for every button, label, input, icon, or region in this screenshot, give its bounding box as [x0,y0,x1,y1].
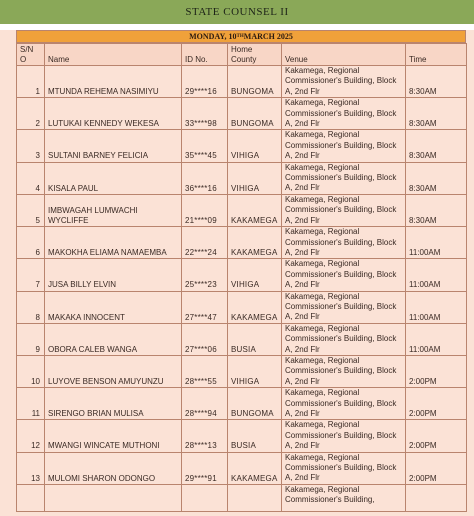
row-venue: Kakamega, Regional Commissioner's Building, Block A, 2nd Flr [282,388,406,420]
table-row [17,291,467,323]
row-time: 8:30AM [406,194,467,226]
row-time: 8:30AM [406,130,467,162]
row-sn: 1 [17,66,45,98]
row-sn: 11 [17,388,45,420]
row-name: LUTUKAI KENNEDY WEKESA [45,98,182,130]
row-venue: Kakamega, Regional Commissioner's Building, Block A, 2nd Flr [282,259,406,291]
row-venue: Kakamega, Regional Commissioner's Building, Block A, 2nd Flr [282,420,406,452]
date-rest: MARCH 2025 [243,32,293,41]
row-name: IMBWAGAH LUMWACHI WYCLIFFE [45,194,182,226]
partial-venue: Kakamega, Regional Commissioner's Building, [282,484,406,511]
row-time: 2:00PM [406,420,467,452]
table-row [17,388,467,420]
row-county: BUNGOMA [228,66,282,98]
row-id: 29****91 [182,452,228,484]
header-id: ID No. [182,44,228,66]
row-county: VIHIGA [228,259,282,291]
partial-time [406,484,467,511]
row-county: KAKAMEGA [228,227,282,259]
row-sn: 5 [17,194,45,226]
row-name: MTUNDA REHEMA NASIMIYU [45,66,182,98]
date-ordinal: TH [236,34,244,39]
row-county: BUSIA [228,420,282,452]
row-venue: Kakamega, Regional Commissioner's Building, Block A, 2nd Flr [282,130,406,162]
row-name: LUYOVE BENSON AMUYUNZU [45,355,182,387]
row-venue: Kakamega, Regional Commissioner's Building, Block A, 2nd Flr [282,162,406,194]
row-id: 27****47 [182,291,228,323]
header-name: Name [45,44,182,66]
row-name: JUSA BILLY ELVIN [45,259,182,291]
partial-sn [17,484,45,511]
table-row [17,323,467,355]
row-time: 8:30AM [406,98,467,130]
row-time: 2:00PM [406,355,467,387]
table-row-partial [17,484,467,511]
row-id: 27****06 [182,323,228,355]
row-county: KAKAMEGA [228,194,282,226]
row-time: 11:00AM [406,227,467,259]
row-id: 36****16 [182,162,228,194]
partial-name [45,484,182,511]
row-county: KAKAMEGA [228,291,282,323]
row-id: 25****23 [182,259,228,291]
table-body [17,66,467,512]
schedule-table [16,43,467,512]
row-name: SULTANI BARNEY FELICIA [45,130,182,162]
row-id: 28****94 [182,388,228,420]
table-row [17,66,467,98]
row-name: MAKAKA INNOCENT [45,291,182,323]
row-county: KAKAMEGA [228,452,282,484]
row-sn: 10 [17,355,45,387]
date-banner [16,30,466,43]
row-id: 28****55 [182,355,228,387]
row-venue: Kakamega, Regional Commissioner's Building, Block A, 2nd Flr [282,452,406,484]
row-id: 33****98 [182,98,228,130]
table-row [17,130,467,162]
row-time: 11:00AM [406,291,467,323]
date-day: MONDAY, 10 [189,32,237,41]
row-time: 11:00AM [406,323,467,355]
row-time: 8:30AM [406,162,467,194]
row-name: SIRENGO BRIAN MULISA [45,388,182,420]
row-county: VIHIGA [228,162,282,194]
row-county: BUNGOMA [228,388,282,420]
row-name: MWANGI WINCATE MUTHONI [45,420,182,452]
table-row [17,420,467,452]
table-row [17,162,467,194]
row-sn: 13 [17,452,45,484]
header-county: Home County [228,44,282,66]
table-header-row [17,44,467,66]
row-venue: Kakamega, Regional Commissioner's Building, Block A, 2nd Flr [282,227,406,259]
row-time: 8:30AM [406,66,467,98]
row-venue: Kakamega, Regional Commissioner's Building, Block A, 2nd Flr [282,66,406,98]
row-venue: Kakamega, Regional Commissioner's Building, Block A, 2nd Flr [282,194,406,226]
partial-id [182,484,228,511]
row-name: MAKOKHA ELIAMA NAMAEMBA [45,227,182,259]
partial-county [228,484,282,511]
row-time: 2:00PM [406,452,467,484]
row-venue: Kakamega, Regional Commissioner's Building, Block A, 2nd Flr [282,291,406,323]
row-venue: Kakamega, Regional Commissioner's Building, Block A, 2nd Flr [282,355,406,387]
row-venue: Kakamega, Regional Commissioner's Building, Block A, 2nd Flr [282,98,406,130]
section-title: STATE COUNSEL II [0,0,474,24]
row-sn: 4 [17,162,45,194]
header-sn: S/N O [17,44,45,66]
row-county: VIHIGA [228,130,282,162]
table-row [17,259,467,291]
row-county: BUNGOMA [228,98,282,130]
table-row [17,98,467,130]
row-name: OBORA CALEB WANGA [45,323,182,355]
row-id: 28****13 [182,420,228,452]
row-venue: Kakamega, Regional Commissioner's Building, Block A, 2nd Flr [282,323,406,355]
row-county: VIHIGA [228,355,282,387]
row-id: 29****16 [182,66,228,98]
row-sn: 7 [17,259,45,291]
table-row [17,194,467,226]
row-time: 2:00PM [406,388,467,420]
row-sn: 9 [17,323,45,355]
row-id: 22****24 [182,227,228,259]
header-time: Time [406,44,467,66]
row-sn: 6 [17,227,45,259]
row-name: KISALA PAUL [45,162,182,194]
row-time: 11:00AM [406,259,467,291]
row-id: 21****09 [182,194,228,226]
row-sn: 8 [17,291,45,323]
row-sn: 2 [17,98,45,130]
row-sn: 12 [17,420,45,452]
table-row [17,227,467,259]
row-name: MULOMI SHARON ODONGO [45,452,182,484]
table-row [17,355,467,387]
table-row [17,452,467,484]
row-id: 35****45 [182,130,228,162]
row-county: BUSIA [228,323,282,355]
row-sn: 3 [17,130,45,162]
header-venue: Venue [282,44,406,66]
